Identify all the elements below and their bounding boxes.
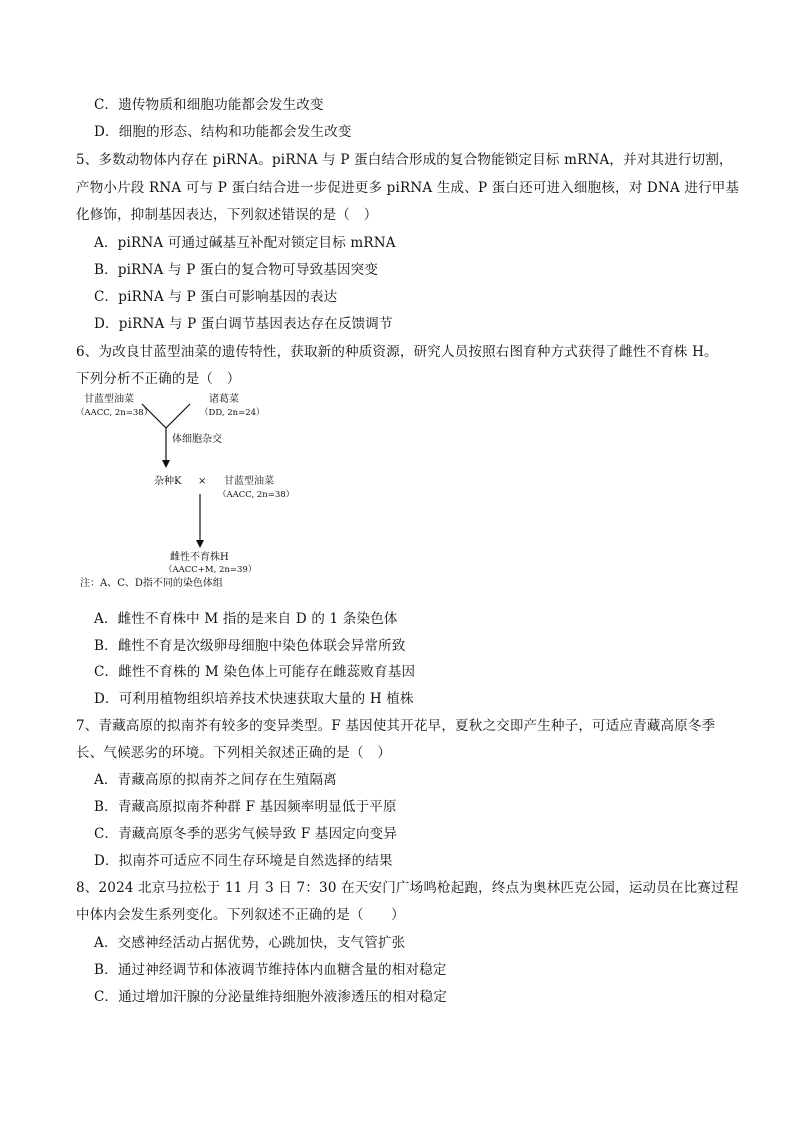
q5-option-b: B．piRNA 与 P 蛋白的复合物可导致基因突变 [94,262,379,278]
arrow-fusion-head [162,460,170,468]
hybrid-label: 杂种K [154,476,182,487]
q7-stem-line-1: 7、青藏高原的拟南芥有较多的变异类型。F 基因使其开花早，夏秋之交即产生种子，可适应青藏高原冬季 [76,718,716,734]
q5-option-a: A．piRNA 可通过碱基互补配对锁定目标 mRNA [94,235,396,251]
q7-option-d: D．拟南芥可适应不同生存环境是自然选择的结果 [94,853,393,869]
process-label: 体细胞杂交 [172,434,222,445]
cross-symbol: × [198,476,207,487]
q8-option-a: A．交感神经活动占据优势，心跳加快，支气管扩张 [94,935,406,951]
parent2-name: 诸葛菜 [209,394,239,405]
q6-option-a: A．雌性不育株中 M 指的是来自 D 的 1 条染色体 [94,611,398,627]
q7-option-c: C．青藏高原冬季的恶劣气候导致 F 基因定向变异 [94,826,398,842]
parent1-name: 甘蓝型油菜 [84,394,134,405]
q6-stem-line-2: 下列分析不正确的是（ ） [76,371,241,387]
merge-line-right [166,404,190,428]
q6-stem-line-1: 6、为改良甘蓝型油菜的遗传特性，获取新的种质资源，研究人员按照右图育种方式获得了雌性不育株 H。 [76,344,718,360]
diagram-note: 注：A、C、D指不同的染色体组 [80,578,223,589]
q7-stem-line-2: 长、气候恶劣的环境。下列相关叙述正确的是（ ） [76,745,392,761]
q8-option-b: B．通过神经调节和体液调节维持体内血糖含量的相对稳定 [94,962,447,978]
q5-stem-line-1: 5、多数动物体内存在 piRNA。piRNA 与 P 蛋白结合形成的复合物能锁定目标 mRNA，并对其进行切割， [76,152,733,168]
q5-stem-line-3: 化修饰，抑制基因表达，下列叙述错误的是（ ） [76,207,378,223]
parent2-genome: （DD, 2n=24） [200,408,265,418]
q8-option-c: C．通过增加汗腺的分泌量维持细胞外液渗透压的相对稳定 [94,989,448,1005]
breeding-diagram [76,394,316,594]
q5-option-d: D．piRNA 与 P 蛋白调节基因表达存在反馈调节 [94,316,393,332]
parent1-genome: （AACC, 2n=38） [76,408,153,418]
arrow-cross-head [196,540,204,548]
q5-option-c: C．piRNA 与 P 蛋白可影响基因的表达 [94,289,338,305]
q7-option-b: B．青藏高原拟南芥种群 F 基因频率明显低于平原 [94,799,397,815]
q7-option-a: A．青藏高原的拟南芥之间存在生殖隔离 [94,772,337,788]
parent3-genome: （AACC, 2n=38） [218,490,295,500]
q6-option-d: D．可利用植物组织培养技术快速获取大量的 H 植株 [94,691,414,707]
q4-option-c: C．遗传物质和细胞功能都会发生改变 [94,97,324,113]
q5-stem-line-2: 产物小片段 RNA 可与 P 蛋白结合进一步促进更多 piRNA 生成、P 蛋白还可进入细胞核，对 DNA 进行甲基 [76,180,740,196]
q6-option-b: B．雌性不育是次级卵母细胞中染色体联会异常所致 [94,638,406,654]
q8-stem-line-2: 中体内会发生系列变化。下列叙述不正确的是（ ） [76,907,405,923]
offspring-genome: （AACC+M, 2n=39） [164,565,257,575]
offspring-name: 雌性不育株H [170,552,229,563]
parent3-name: 甘蓝型油菜 [224,476,274,487]
q8-stem-line-1: 8、2024 北京马拉松于 11 月 3 日 7：30 在天安门广场鸣枪起跑，终点为奥林匹克公园，运动员在比赛过程 [76,880,739,896]
q6-option-c: C．雌性不育株的 M 染色体上可能存在雌蕊败育基因 [94,664,416,680]
q4-option-d: D．细胞的形态、结构和功能都会发生改变 [94,124,352,140]
